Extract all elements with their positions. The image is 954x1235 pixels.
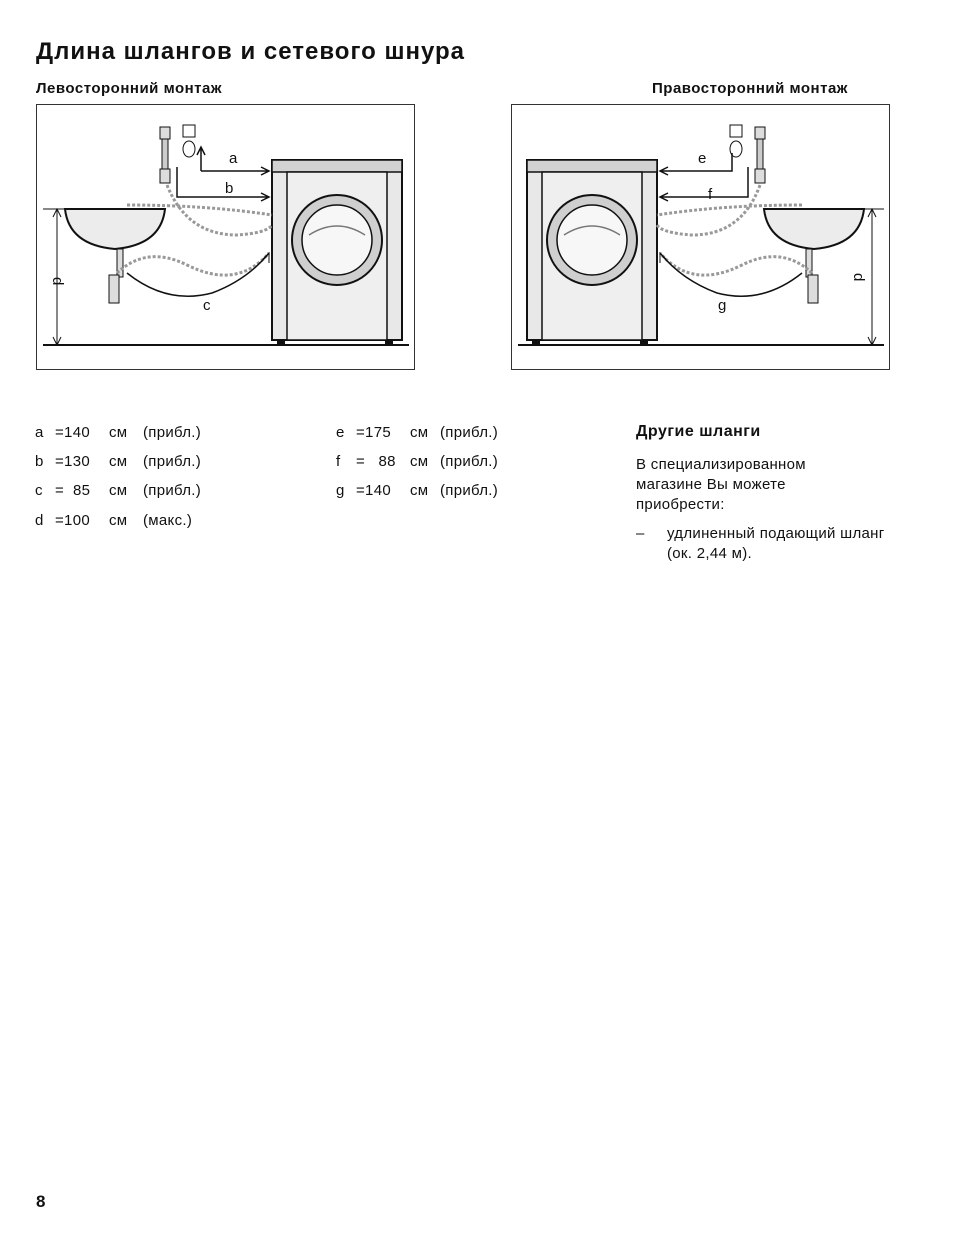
- measurement-value: = 88: [356, 453, 396, 470]
- measurement-key: b: [35, 453, 44, 470]
- measurement-row-f: [336, 453, 498, 470]
- page-number: 8: [36, 1192, 46, 1211]
- other-hoses-paragraph: В специализированном магазине Вы можете приобрести:: [636, 456, 806, 513]
- measurement-key: a: [35, 424, 44, 441]
- measurement-note: (прибл.): [143, 424, 202, 441]
- list-item-text: удлиненный подающий шланг (ок. 2,44 м).: [667, 525, 885, 562]
- right-mount-heading: Правосторонний монтаж: [652, 80, 848, 97]
- measurement-value: =175: [356, 424, 391, 441]
- page-title: Длина шлангов и сетевого шнура: [36, 38, 466, 65]
- measurement-note: (макс.): [143, 512, 193, 529]
- water-tap-icon: [755, 127, 765, 183]
- measurement-unit: см: [410, 453, 429, 470]
- dimension-label-f: f: [708, 186, 713, 203]
- power-socket-icon: [730, 125, 742, 157]
- measurement-row-g: [336, 482, 498, 499]
- dimension-label-a: a: [229, 150, 238, 167]
- right-mount-diagram: [511, 104, 890, 370]
- measurement-unit: см: [410, 482, 429, 499]
- measurement-key: c: [35, 482, 43, 499]
- measurement-row-c: [35, 482, 201, 499]
- dimension-label-b: b: [225, 180, 234, 197]
- list-dash: –: [636, 525, 645, 542]
- dimension-label-d: d: [49, 277, 66, 286]
- measurement-key: g: [336, 482, 345, 499]
- measurement-value: =130: [55, 453, 90, 470]
- measurement-unit: см: [109, 512, 128, 529]
- dimension-label-g: g: [718, 297, 727, 314]
- measurement-row-d: [35, 512, 192, 529]
- measurement-value: = 85: [55, 482, 91, 499]
- measurement-note: (прибл.): [440, 424, 499, 441]
- left-mount-diagram: [36, 104, 415, 370]
- measurement-unit: см: [109, 424, 128, 441]
- measurement-value: =100: [55, 512, 90, 529]
- water-tap-icon: [160, 127, 170, 183]
- measurement-row-a: [35, 424, 201, 441]
- measurement-key: d: [35, 512, 44, 529]
- dimension-label-c: c: [203, 297, 211, 314]
- measurement-value: =140: [356, 482, 391, 499]
- measurement-row-b: [35, 453, 201, 470]
- measurement-unit: см: [410, 424, 429, 441]
- measurement-note: (прибл.): [143, 482, 202, 499]
- measurement-unit: см: [109, 453, 128, 470]
- measurement-note: (прибл.): [143, 453, 202, 470]
- measurement-note: (прибл.): [440, 453, 499, 470]
- measurement-unit: см: [109, 482, 128, 499]
- washing-machine-icon: [272, 160, 402, 345]
- measurement-value: =140: [55, 424, 90, 441]
- measurement-row-e: [336, 424, 498, 441]
- dimension-label-e: e: [698, 150, 707, 167]
- left-mount-heading: Левосторонний монтаж: [36, 80, 223, 97]
- dimension-label-d: d: [850, 273, 867, 282]
- measurement-note: (прибл.): [440, 482, 499, 499]
- measurement-key: f: [336, 453, 341, 470]
- other-hoses-heading: Другие шланги: [636, 423, 761, 440]
- washing-machine-icon: [527, 160, 657, 345]
- power-socket-icon: [183, 125, 195, 157]
- measurement-key: e: [336, 424, 345, 441]
